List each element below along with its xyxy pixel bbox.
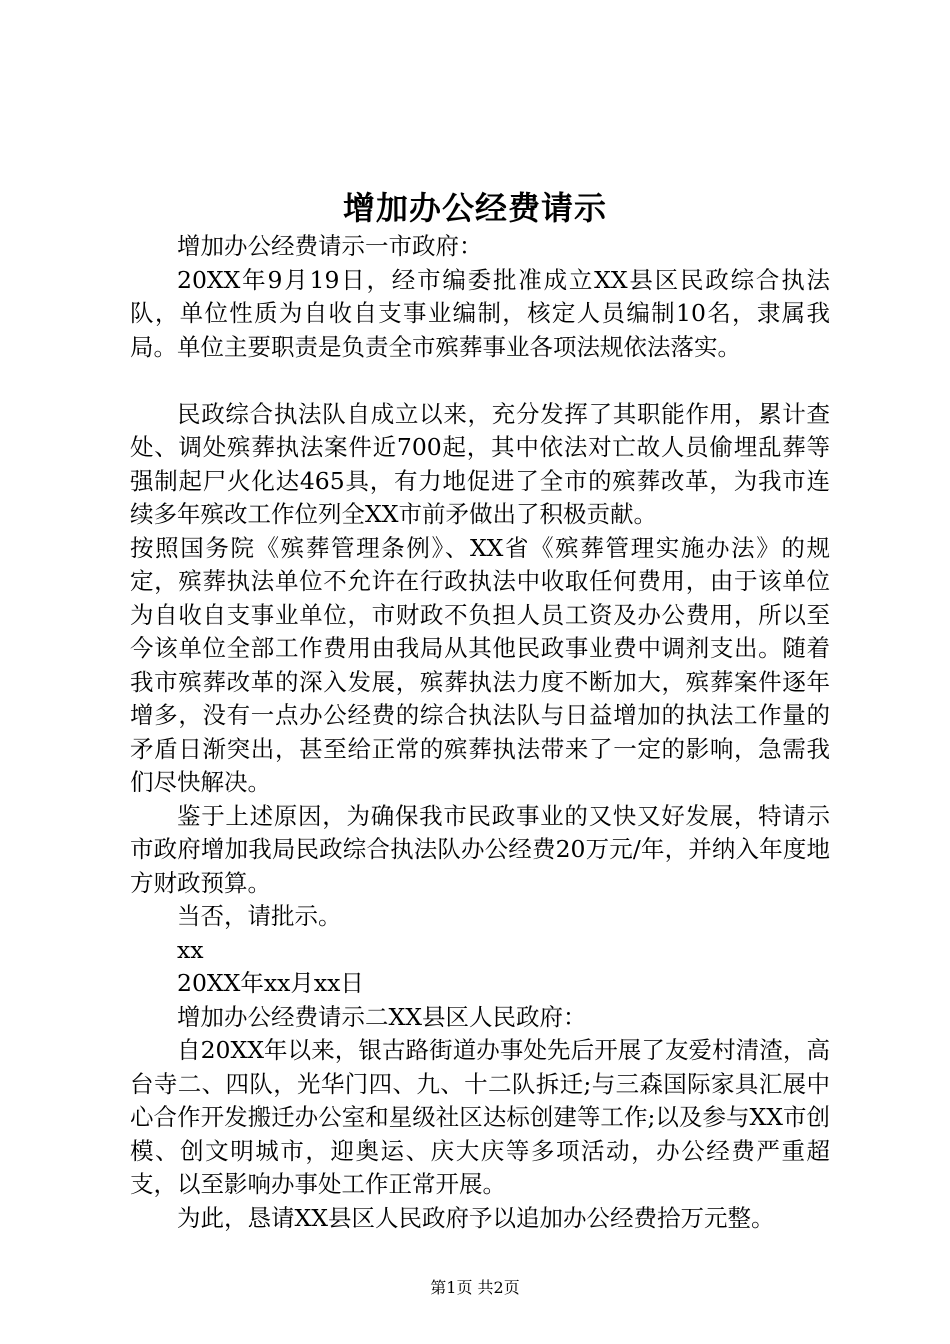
paragraph-regulations: 按照国务院《殡葬管理条例》、XX省《殡葬管理实施办法》的规定，殡葬执法单位不允许在行政执法中收取任何费用，由于该单位为自收自支事业单位，市财政不负担人员工资及办公费用，所以至今该单位全部工作费用由我局从其他民政事业费中调剂支出。随着我市殡葬改革的深入发展，殡葬执法力度不断加大，殡葬案件逐年增多，没有一点办公经费的综合执法队与日益增加的执法工作量的矛盾日渐突出，甚至给正常的殡葬执法带来了一定的影响，急需我们尽快解决。 xyxy=(130,533,830,796)
paragraph-signature: xx xyxy=(177,935,204,964)
document-title: 增加办公经费请示 xyxy=(342,189,607,227)
paragraph-spacer xyxy=(130,364,830,398)
paragraph-approval: 当否，请批示。 xyxy=(177,902,342,930)
paragraph-salutation-one: 增加办公经费请示一市政府： xyxy=(177,232,483,260)
paragraph-request: 鉴于上述原因，为确保我市民政事业的又快又好发展，特请示市政府增加我局民政综合执法队办公经费20万元/年，并纳入年度地方财政预算。 xyxy=(130,801,830,897)
paragraph-final-request: 为此，恳请XX县区人民政府予以追加办公经费拾万元整。 xyxy=(177,1203,775,1232)
document-body xyxy=(130,230,830,1235)
page-footer: 第1页 共2页 xyxy=(430,1278,520,1297)
paragraph-establishment: 20XX年9月19日，经市编委批准成立XX县区民政综合执法队，单位性质为自收自支事业编制，核定人员编制10名，隶属我局。单位主要职责是负责全市殡葬事业各项法规依法落实。 xyxy=(130,265,830,361)
paragraph-date: 20XX年xx月xx日 xyxy=(177,969,364,997)
paragraph-achievements: 民政综合执法队自成立以来，充分发挥了其职能作用，累计查处、调处殡葬执法案件近700起，其中依法对亡故人员偷埋乱葬等强制起尸火化达465具，有力地促进了全市的殡葬改革，为我市连续多年殡改工作位列全XX市前矛做出了积极贡献。 xyxy=(130,399,830,528)
paragraph-activities: 自20XX年以来，银古路街道办事处先后开展了友爱村清渣，高台寺二、四队，光华门四、九、十二队拆迁;与三森国际家具汇展中心合作开发搬迁办公室和星级社区达标创建等工作;以及参与XX市创模、创文明城市，迎奥运、庆大庆等多项活动，办公经费严重超支，以至影响办事处工作正常开展。 xyxy=(130,1036,830,1198)
paragraph-salutation-two: 增加办公经费请示二XX县区人民政府： xyxy=(177,1002,587,1031)
